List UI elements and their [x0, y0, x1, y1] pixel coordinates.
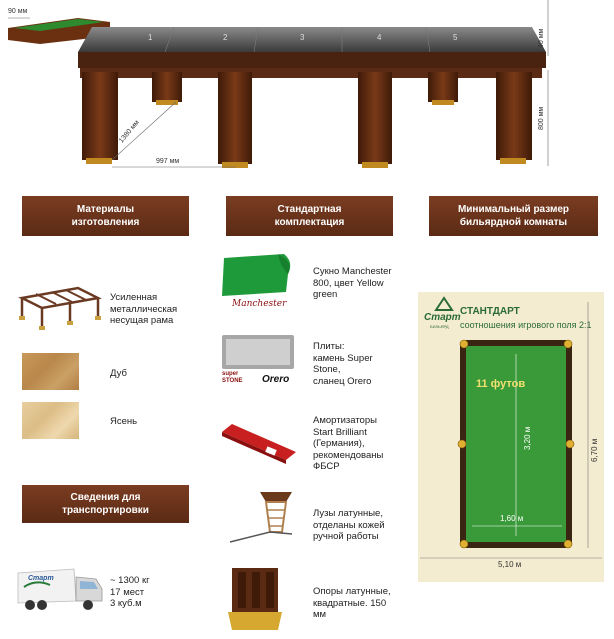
- room-length-label: 6,70 м: [590, 438, 599, 462]
- cushion-caption: Амортизаторы Start Brilliant (Германия), рекомендованы ФБСР: [313, 415, 384, 472]
- height-label: 800 мм: [538, 106, 545, 130]
- room-plan-title: СТАНТДАРТ: [460, 306, 520, 317]
- table-drawing: [0, 0, 614, 178]
- cloth-caption: Сукно Manchester 800, цвет Yellow green: [313, 266, 392, 300]
- transport-caption: ~ 1300 кг 17 мест 3 куб.м: [110, 575, 150, 609]
- pocket-caption: Лузы латунные, отделаны кожей ручной работы: [313, 508, 385, 542]
- table-size-label: 11 футов: [476, 378, 526, 390]
- inner-length-label: 3,20 м: [523, 426, 532, 450]
- oak-caption: Дуб: [110, 368, 127, 379]
- start-logo-sub: БИЛЬЯРД: [430, 324, 449, 329]
- room-width-label: 5,10 м: [498, 560, 522, 569]
- cloth-image: [218, 252, 296, 314]
- slate-section-3: 3: [300, 33, 305, 42]
- slate-section-4: 4: [377, 33, 382, 42]
- billiard-table-illustration: [0, 0, 614, 178]
- materials-header: Материалы изготовления: [22, 196, 189, 236]
- slate-thickness-label: 40 мм: [538, 28, 545, 48]
- foot-caption: Опоры латунные, квадратные. 150 мм: [313, 586, 391, 620]
- cushion-image: [220, 418, 298, 464]
- ash-caption: Ясень: [110, 416, 138, 427]
- diagonal-label: 1380 мм: [118, 119, 141, 145]
- rail-width-label: 90 мм: [8, 8, 28, 15]
- orero-logo: Orero: [262, 374, 290, 385]
- transport-header: Сведения для транспортировки: [22, 485, 189, 523]
- metal-frame-caption: Усиленная металлическая несущая рама: [110, 292, 178, 326]
- room-plan: [418, 292, 604, 582]
- superstone-logo: super STONE: [222, 371, 243, 384]
- inner-width-label: 1,60 м: [500, 514, 524, 523]
- foot-image: [226, 566, 286, 632]
- slate-section-5: 5: [453, 33, 458, 42]
- slate-section-2: 2: [223, 33, 228, 42]
- start-logo-text: Старт: [424, 312, 461, 323]
- manchester-logo: Manchester: [232, 299, 287, 309]
- oak-swatch: [22, 353, 79, 390]
- room-plan-subtitle: соотношения игрового поля 2:1: [460, 320, 592, 330]
- truck-image: [16, 567, 106, 613]
- truck-logo: Старт: [28, 575, 54, 582]
- room-size-header: Минимальный размер бильярдной комнаты: [429, 196, 598, 236]
- table-plan-overlay: [418, 292, 604, 582]
- metal-frame-image: [16, 282, 102, 330]
- slate-image: [220, 333, 296, 389]
- pocket-image: [222, 486, 298, 552]
- slate-caption: Плиты: камень Super Stone, сланец Orero: [313, 341, 373, 387]
- leg-span-label: 997 мм: [156, 158, 180, 165]
- ash-swatch: [22, 402, 79, 439]
- slate-section-1: 1: [148, 33, 153, 42]
- standard-set-header: Стандартная комплектация: [226, 196, 393, 236]
